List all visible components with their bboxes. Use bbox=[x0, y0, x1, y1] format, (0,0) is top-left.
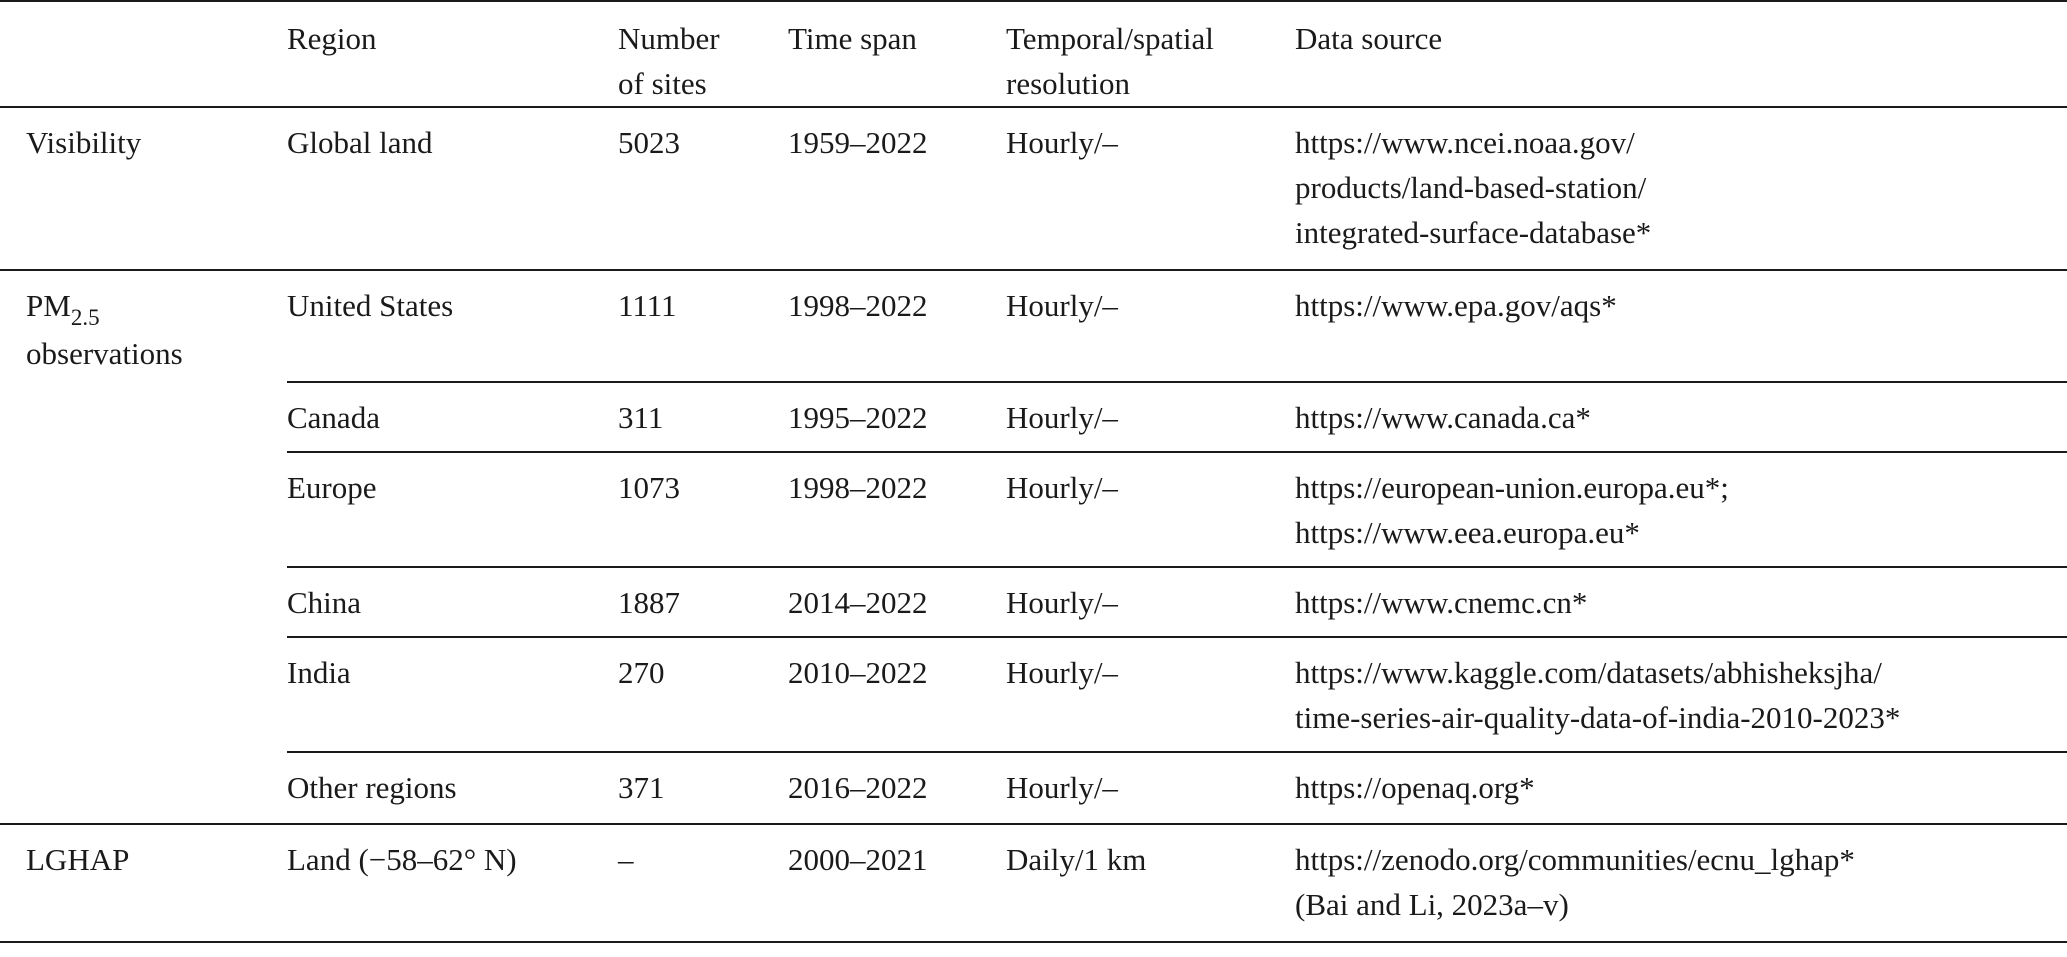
source-line: (Bai and Li, 2023a–v) bbox=[1295, 887, 1569, 922]
cell-resolution: Hourly/– bbox=[1006, 270, 1295, 382]
source-line: https://www.epa.gov/aqs* bbox=[1295, 288, 1617, 323]
source-line: https://www.canada.ca* bbox=[1295, 400, 1591, 435]
header-region: Region bbox=[287, 1, 618, 107]
cell-source bbox=[1295, 567, 2067, 637]
cell-source bbox=[1295, 452, 2067, 567]
source-line: https://european-union.europa.eu*; bbox=[1295, 470, 1729, 505]
cell-resolution: Hourly/– bbox=[1006, 567, 1295, 637]
cell-timespan: 1998–2022 bbox=[788, 452, 1006, 567]
source-line: https://www.eea.europa.eu* bbox=[1295, 515, 1640, 550]
cell-sites: 311 bbox=[618, 382, 788, 452]
cell-region: Canada bbox=[287, 382, 618, 452]
source-line: products/land-based-station/ bbox=[1295, 170, 1647, 205]
source-line: https://www.cnemc.cn* bbox=[1295, 585, 1588, 620]
cell-source bbox=[1295, 270, 2067, 382]
cell-timespan: 1959–2022 bbox=[788, 107, 1006, 270]
header-number-of-sites bbox=[618, 1, 788, 107]
source-line: https://www.ncei.noaa.gov/ bbox=[1295, 125, 1635, 160]
cell-region: China bbox=[287, 567, 618, 637]
table-row-pm25-united-states bbox=[0, 270, 2067, 382]
category-visibility: Visibility bbox=[0, 107, 287, 270]
header-sites-line-1: Number bbox=[618, 21, 720, 56]
cell-source bbox=[1295, 824, 2067, 942]
cell-resolution: Hourly/– bbox=[1006, 107, 1295, 270]
cell-source bbox=[1295, 752, 2067, 824]
header-category bbox=[0, 1, 287, 107]
category-pm25-line-1 bbox=[26, 283, 287, 331]
cell-resolution: Hourly/– bbox=[1006, 382, 1295, 452]
source-line: https://zenodo.org/communities/ecnu_lghap* bbox=[1295, 842, 1855, 877]
header-resolution-line-1: Temporal/spatial bbox=[1006, 21, 1214, 56]
cell-sites: – bbox=[618, 824, 788, 942]
source-line: time-series-air-quality-data-of-india-2010-2023* bbox=[1295, 700, 1901, 735]
table-row-visibility bbox=[0, 107, 2067, 270]
cell-source bbox=[1295, 382, 2067, 452]
cell-region: United States bbox=[287, 270, 618, 382]
cell-resolution: Hourly/– bbox=[1006, 637, 1295, 752]
header-resolution bbox=[1006, 1, 1295, 107]
source-line: https://www.kaggle.com/datasets/abhisheksjha/ bbox=[1295, 655, 1882, 690]
category-lghap: LGHAP bbox=[0, 824, 287, 942]
category-pm25-prefix: PM bbox=[26, 288, 71, 323]
category-pm25-observations bbox=[0, 270, 287, 824]
cell-timespan: 2016–2022 bbox=[788, 752, 1006, 824]
table-row-pm25-india bbox=[0, 637, 2067, 752]
category-pm25-line-2: observations bbox=[26, 336, 183, 371]
cell-timespan: 2000–2021 bbox=[788, 824, 1006, 942]
cell-source bbox=[1295, 107, 2067, 270]
cell-sites: 1111 bbox=[618, 270, 788, 382]
cell-sites: 371 bbox=[618, 752, 788, 824]
cell-region: Europe bbox=[287, 452, 618, 567]
table-row-pm25-europe bbox=[0, 452, 2067, 567]
cell-sites: 1073 bbox=[618, 452, 788, 567]
table-header-row bbox=[0, 1, 2067, 107]
table-row-pm25-china bbox=[0, 567, 2067, 637]
cell-region: India bbox=[287, 637, 618, 752]
cell-sites: 5023 bbox=[618, 107, 788, 270]
cell-sites: 1887 bbox=[618, 567, 788, 637]
category-pm25-subscript: 2.5 bbox=[70, 305, 100, 330]
header-sites-line-2: of sites bbox=[618, 66, 707, 101]
cell-timespan: 1995–2022 bbox=[788, 382, 1006, 452]
header-data-source: Data source bbox=[1295, 1, 2067, 107]
table-row-lghap bbox=[0, 824, 2067, 942]
cell-resolution: Hourly/– bbox=[1006, 452, 1295, 567]
source-line: integrated-surface-database* bbox=[1295, 215, 1652, 250]
source-line: https://openaq.org* bbox=[1295, 770, 1535, 805]
cell-sites: 270 bbox=[618, 637, 788, 752]
cell-timespan: 1998–2022 bbox=[788, 270, 1006, 382]
cell-region: Other regions bbox=[287, 752, 618, 824]
cell-source bbox=[1295, 637, 2067, 752]
table-row-pm25-canada bbox=[0, 382, 2067, 452]
cell-resolution: Hourly/– bbox=[1006, 752, 1295, 824]
header-time-span: Time span bbox=[788, 1, 1006, 107]
cell-timespan: 2010–2022 bbox=[788, 637, 1006, 752]
cell-region: Land (−58–62° N) bbox=[287, 824, 618, 942]
cell-region: Global land bbox=[287, 107, 618, 270]
header-resolution-line-2: resolution bbox=[1006, 66, 1130, 101]
cell-timespan: 2014–2022 bbox=[788, 567, 1006, 637]
cell-resolution: Daily/1 km bbox=[1006, 824, 1295, 942]
table-row-pm25-other-regions bbox=[0, 752, 2067, 824]
